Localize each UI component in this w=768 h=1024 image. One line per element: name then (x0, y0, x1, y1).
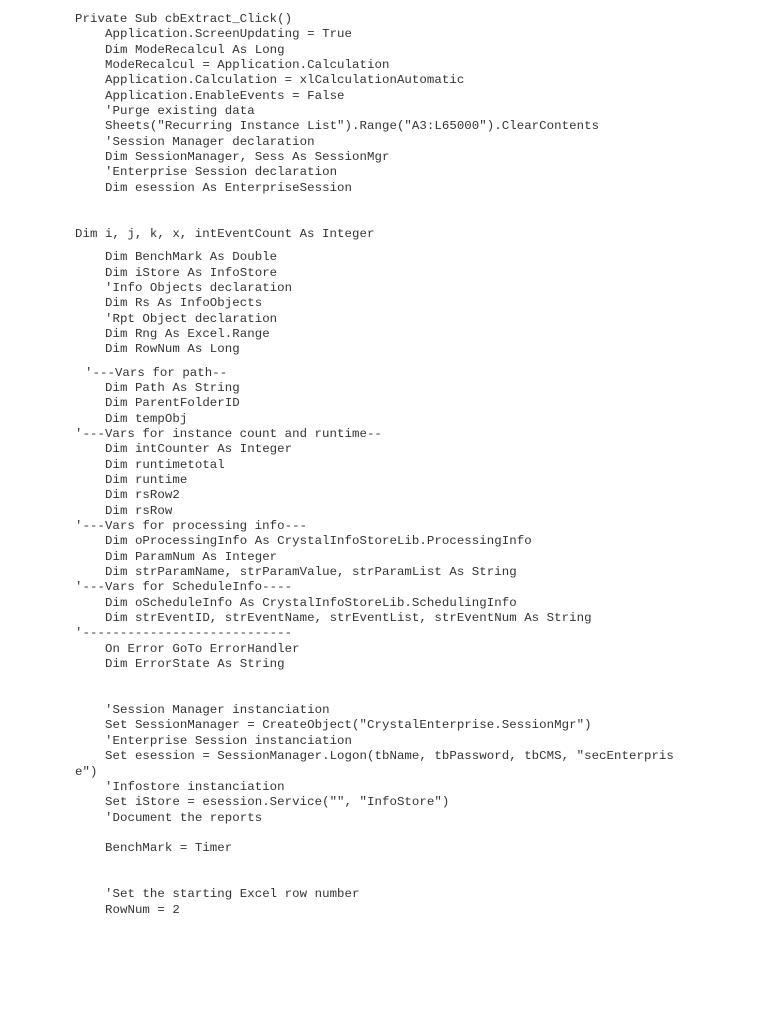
code-comment: 'Document the reports (105, 810, 263, 825)
code-line: Application.Calculation = xlCalculationAutomatic (105, 73, 465, 88)
code-comment: 'Rpt Object declaration (105, 311, 278, 326)
code-comment: 'Purge existing data (105, 104, 255, 119)
blank-line (0, 196, 768, 211)
blank-line (0, 672, 768, 687)
code-line: Dim rsRow (105, 503, 173, 518)
code-comment: 'Set the starting Excel row number (105, 887, 360, 902)
blank-line (0, 688, 768, 703)
code-line-wrap: e") (75, 764, 98, 779)
code-line: Dim BenchMark As Double (105, 250, 278, 265)
code-line: Dim rsRow2 (105, 488, 180, 503)
code-line: Dim oProcessingInfo As CrystalInfoStoreLib.ProcessingInfo (105, 534, 532, 549)
code-line: Private Sub cbExtract_Click() (75, 12, 293, 26)
code-line: Dim strParamName, strParamValue, strParamList As String (105, 565, 517, 580)
code-comment: '---Vars for instance count and runtime-- (75, 426, 382, 441)
code-line: Dim ParentFolderID (105, 396, 240, 411)
code-line: RowNum = 2 (105, 902, 180, 917)
code-comment: 'Session Manager instanciation (105, 703, 330, 718)
code-comment: 'Infostore instanciation (105, 779, 285, 794)
code-line: Dim runtimetotal (105, 457, 225, 472)
code-comment: '---Vars for path-- (85, 365, 228, 380)
vba-code-listing (0, 12, 768, 918)
code-comment: 'Enterprise Session instanciation (105, 733, 353, 748)
blank-line (0, 857, 768, 872)
code-line: Dim ParamNum As Integer (105, 549, 278, 564)
code-comment: '---Vars for processing info--- (75, 519, 308, 533)
blank-line (0, 358, 768, 366)
code-line: On Error GoTo ErrorHandler (105, 641, 300, 656)
code-line: Dim iStore As InfoStore (105, 265, 278, 280)
code-line: Set SessionManager = CreateObject("CrystalEnterprise.SessionMgr") (105, 718, 592, 733)
code-comment: 'Session Manager declaration (105, 134, 315, 149)
code-line: Dim Path As String (105, 380, 240, 395)
blank-line (0, 211, 768, 226)
code-line: Application.EnableEvents = False (105, 88, 345, 103)
code-line: Set iStore = esession.Service("", "InfoStore") (105, 795, 450, 810)
code-line: Dim ErrorState As String (105, 657, 285, 672)
code-comment: 'Info Objects declaration (105, 280, 293, 295)
code-line: Dim Rng As Excel.Range (105, 326, 270, 341)
blank-line (0, 242, 768, 250)
code-line: ModeRecalcul = Application.Calculation (105, 58, 390, 73)
code-line: Dim esession As EnterpriseSession (105, 180, 353, 195)
code-line: BenchMark = Timer (105, 841, 233, 856)
code-line: Application.ScreenUpdating = True (105, 27, 353, 42)
code-comment: 'Enterprise Session declaration (105, 165, 338, 180)
code-comment: '---------------------------- (75, 626, 293, 641)
code-line: Dim tempObj (105, 411, 188, 426)
code-line: Sheets("Recurring Instance List").Range("A3:L65000").ClearContents (105, 119, 600, 134)
blank-line (0, 872, 768, 887)
code-line: Dim intCounter As Integer (105, 442, 293, 457)
code-line: Dim ModeRecalcul As Long (105, 42, 285, 57)
code-line: Dim oScheduleInfo As CrystalInfoStoreLib.SchedulingInfo (105, 595, 517, 610)
blank-line (0, 826, 768, 841)
code-comment: '---Vars for ScheduleInfo---- (75, 580, 293, 595)
code-line: Set esession = SessionManager.Logon(tbName, tbPassword, tbCMS, "secEnterpris (105, 749, 674, 764)
code-line: Dim i, j, k, x, intEventCount As Integer (75, 226, 375, 241)
code-line: Dim SessionManager, Sess As SessionMgr (105, 150, 390, 165)
code-line: Dim runtime (105, 472, 188, 487)
code-line: Dim RowNum As Long (105, 342, 240, 357)
code-line: Dim Rs As InfoObjects (105, 296, 263, 311)
code-line: Dim strEventID, strEventName, strEventList, strEventNum As String (105, 611, 592, 626)
